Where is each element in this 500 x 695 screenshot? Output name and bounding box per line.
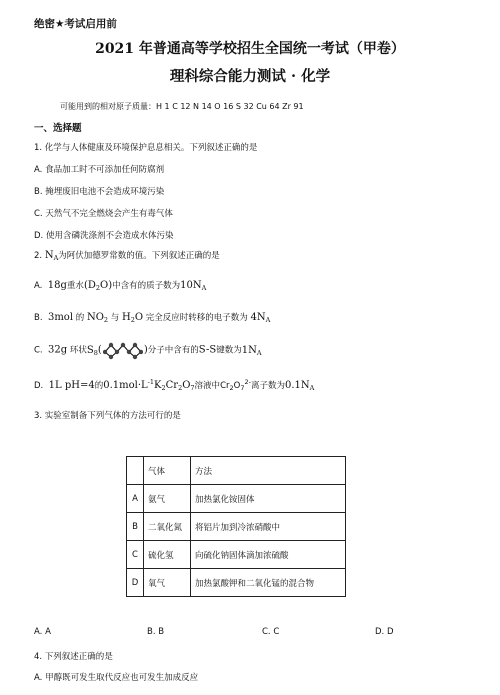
s8-ring-structure-icon [103,340,143,360]
q2-stem [34,249,220,262]
q2-stem-text: 为阿伏加德罗常数的值。下列叙述正确的是 [58,251,220,261]
q3-stem: 3. 实验室制备下列气体的方法可行的是 [34,411,181,421]
table-row: A 氨气 加热氯化铵固体 [127,485,346,513]
q2-option-c: C. 32g 环状$S_8$( )分子中含有的S-S键数为$1N_A$ [34,340,262,360]
table-row: B 二氧化氮 将铝片加到冷浓硝酸中 [127,513,346,541]
q4-option-a: A. 甲醇既可发生取代反应也可发生加成反应 [34,673,199,683]
q1-stem: 1. 化学与人体健康及环境保护息息相关。下列叙述正确的是 [34,143,258,153]
section-heading: 一、选择题 [34,123,82,134]
q3-choice-d: D. D [375,627,394,637]
table-header-row [127,457,346,485]
q3-choice-a: A. A [34,627,51,637]
q2-option-a: A. 18g重水$(D_2O)$中含有的质子数为$10N_A$ [34,280,207,292]
confidential-mark: 绝密★考试启用前 [34,18,117,30]
q1-option-d: D. 使用含磷洗涤剂不会造成水体污染 [34,231,174,241]
q2-na-symbol: $N_A$ [44,250,59,262]
table-header-method: 方法 [191,457,346,485]
q2-option-d: D. 1L pH=4的$0.1mol\cdot L^{-1}K_2Cr_2O_7$溶液中$Cr_2O_7^{2-}$离子数为$0.1N_A$ [34,378,315,392]
exam-title: 2021 年普通高等学校招生全国统一考试（甲卷） [95,41,405,57]
table-row: D 氧气 加热氯酸钾和二氧化锰的混合物 [127,569,346,597]
q1-option-b: B. 掩埋废旧电池不会造成环境污染 [34,187,165,197]
q1-option-c: C. 天然气不完全燃烧会产生有毒气体 [34,209,173,219]
table-header-gas: 气体 [144,457,191,485]
exam-subtitle: 理科综合能力测试 · 化学 [169,68,331,85]
gas-method-table [126,456,346,597]
q3-choice-c: C. C [262,627,280,637]
q4-stem: 4. 下列叙述正确的是 [34,652,113,662]
q1-option-a: A. 食品加工时不可添加任何防腐剂 [34,165,165,175]
atomic-masses-note: 可能用到的相对原子质量：H 1 C 12 N 14 O 16 S 32 Cu 64 Zr 91 [60,102,304,111]
q2-number: 2. [34,251,43,261]
q2-option-b: B. 3mol 的 $NO_2$ 与 $H_2O$ 完全反应时转移的电子数为 $4N_A$ [34,312,271,324]
q3-choice-b: B. B [147,627,165,637]
table-row: C 硫化氢 向硫化钠固体滴加浓硫酸 [127,541,346,569]
